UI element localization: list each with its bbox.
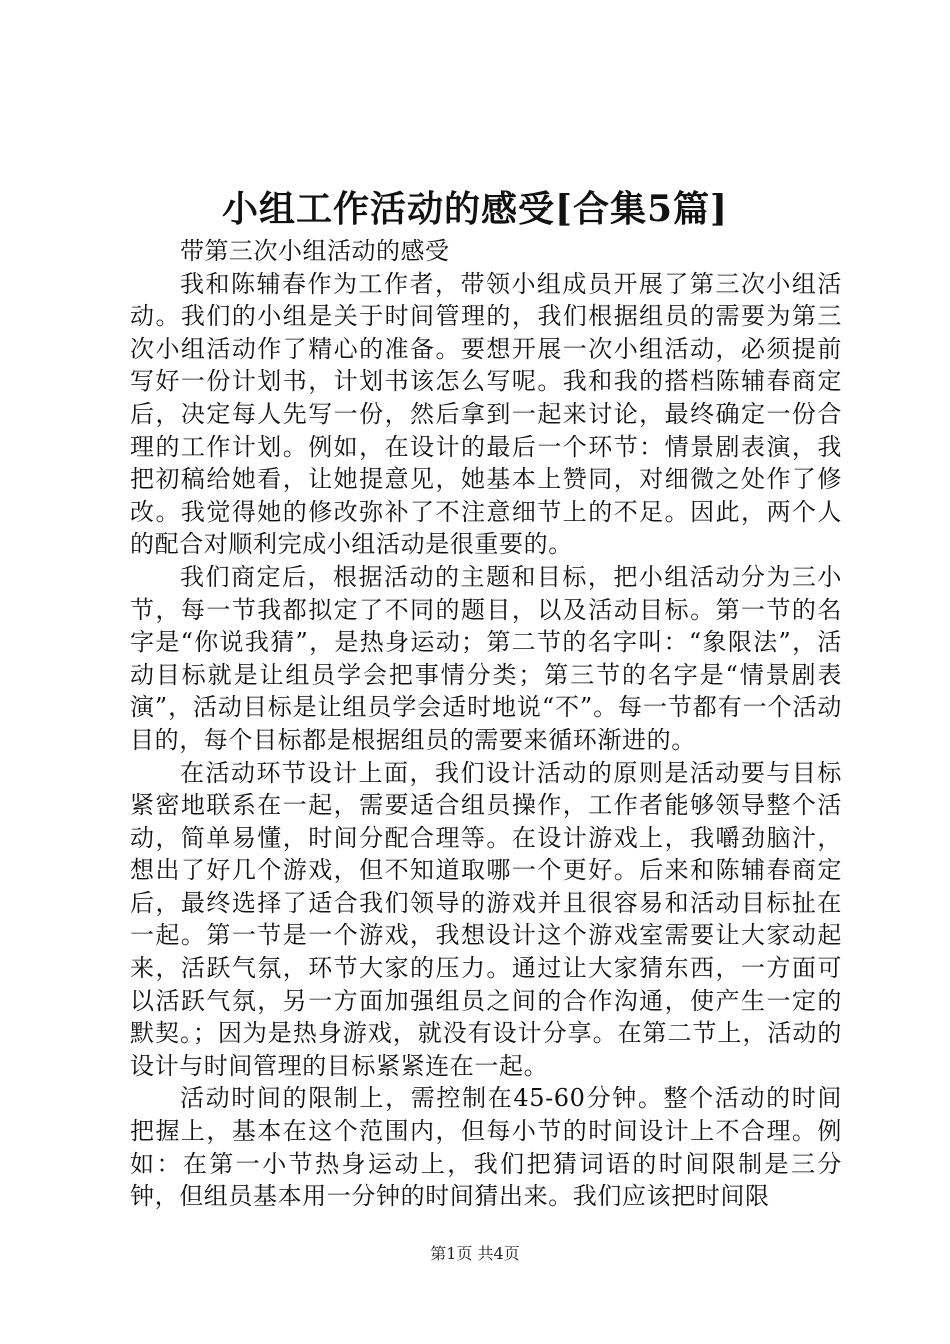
section-heading: 带第三次小组活动的感受 [180, 237, 450, 265]
paragraph: 我们商定后，根据活动的主题和目标，把小组活动分为三小节，每一节我都拟定了不同的题目，以及活动目标。第一节的名字是“你说我猜”，是热身运动；第二节的名字叫：“象限法”，活动目标就是让组员学会把事情分类；第三节的名字是“情景剧表演”，活动目标是让组员学会适时地说“不”。每一节都有一个活动目的，每个目标都是根据组员的需要来循环渐进的。 [130, 562, 842, 754]
paragraph: 活动时间的限制上，需控制在45-60分钟。整个活动的时间把握上，基本在这个范围内，但每小节的时间设计上不合理。例如：在第一小节热身运动上，我们把猜词语的时间限制是三分钟，但组员基本用一分钟的时间猜出来。我们应该把时间限 [130, 1084, 842, 1211]
document-body [130, 235, 842, 1213]
page-number-footer: 第1页 共4页 [430, 1244, 520, 1263]
document-title: 小组工作活动的感受[合集5篇] [221, 188, 729, 230]
paragraph: 我和陈辅春作为工作者，带领小组成员开展了第三次小组活动。我们的小组是关于时间管理的，我们根据组员的需要为第三次小组活动作了精心的准备。要想开展一次小组活动，必须提前写好一份计划书，计划书该怎么写呢。我和我的搭档陈辅春商定后，决定每人先写一份，然后拿到一起来讨论，最终确定一份合理的工作计划。例如，在设计的最后一个环节：情景剧表演，我把初稿给她看，让她提意见，她基本上赞同，对细微之处作了修改。我觉得她的修改弥补了不注意细节上的不足。因此，两个人的配合对顺利完成小组活动是很重要的。 [130, 269, 842, 559]
paragraph: 在活动环节设计上面，我们设计活动的原则是活动要与目标紧密地联系在一起，需要适合组员操作，工作者能够领导整个活动，简单易懂，时间分配合理等。在设计游戏上，我嚼劲脑汁，想出了好几个游戏，但不知道取哪一个更好。后来和陈辅春商定后，最终选择了适合我们领导的游戏并且很容易和活动目标扯在一起。第一节是一个游戏，我想设计这个游戏室需要让大家动起来，活跃气氛，环节大家的压力。通过让大家猜东西，一方面可以活跃气氛，另一方面加强组员之间的合作沟通，使产生一定的默契。；因为是热身游戏，就没有设计分享。在第二节上，活动的设计与时间管理的目标紧紧连在一起。 [130, 758, 842, 1080]
